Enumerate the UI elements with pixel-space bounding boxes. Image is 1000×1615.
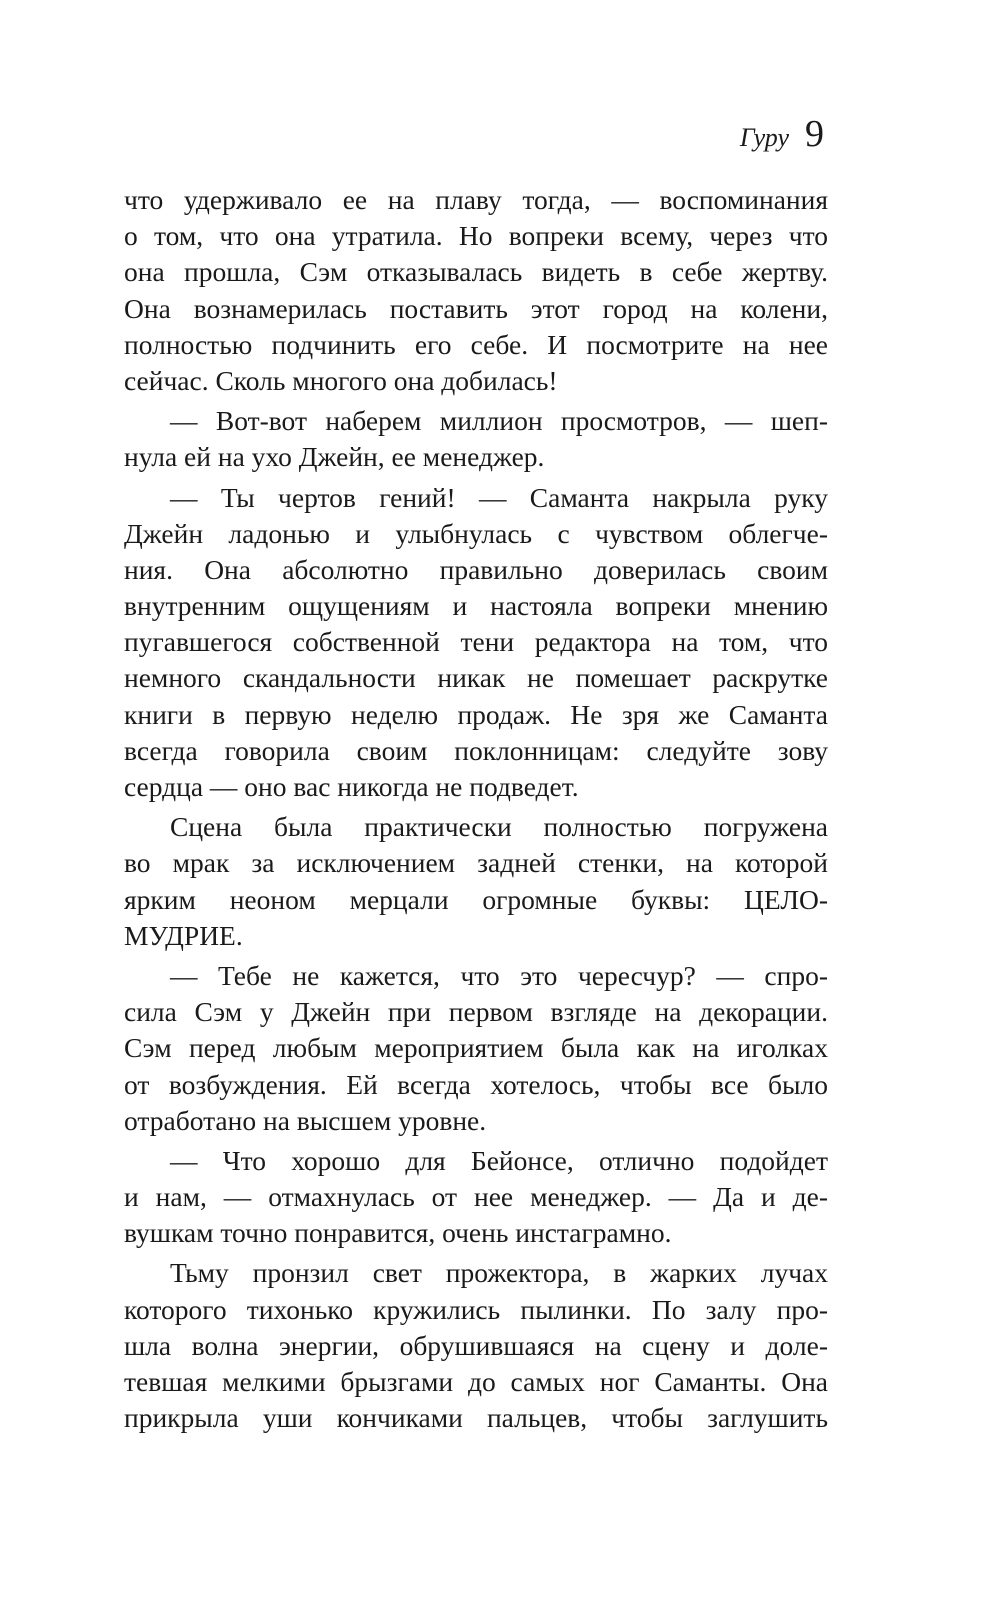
text-line: — Тебе не кажется, что это чересчур? — спро- [170,959,828,991]
paragraph [124,480,828,806]
running-head-title: Гуру [739,123,789,152]
text-line: Джейн ладонью и улыбнулась с чувством облегче- [124,517,828,549]
text-line: нула ей на ухо Джейн, ее менеджер. [124,441,545,473]
text-line: сила Сэм у Джейн при первом взгляде на декорации. [124,996,828,1028]
text-line: Сэм перед любым мероприятием была как на иголках [124,1032,828,1064]
text-line: — Вот-вот наберем миллион просмотров, — шеп- [170,405,828,437]
text-line: шла волна энергии, обрушившаяся на сцену и доле- [124,1329,828,1361]
text-line: — Ты чертов гений! — Саманта накрыла руку [170,481,828,513]
paragraph [124,403,828,475]
text-line: прикрыла уши кончиками пальцев, чтобы заглушить [124,1402,828,1434]
text-line: Она вознамерилась поставить этот город на колени, [124,292,828,324]
paragraph [124,1143,828,1252]
text-line: во мрак за исключением задней стенки, на которой [124,847,828,879]
text-line: всегда говорила своим поклонницам: следуйте зову [124,734,828,766]
text-line: что удерживало ее на плаву тогда, — воспоминания [124,184,828,215]
text-line: вушкам точно понравится, очень инстаграмно. [124,1217,672,1249]
text-line: сейчас. Сколь многого она добилась! [124,364,558,396]
text-line: от возбуждения. Ей всегда хотелось, чтобы все было [124,1068,828,1100]
text-line: ния. Она абсолютно правильно доверилась своим [124,553,828,585]
text-line: Сцена была практически полностью погружена [170,811,828,843]
text-line: немного скандальности никак не помешает раскрутке [124,662,828,694]
text-line: пугавшегося собственной тени редактора на том, что [124,626,828,658]
text-line: ярким неоном мерцали огромные буквы: ЦЕЛО- [124,883,828,915]
text-line: она прошла, Сэм отказывалась видеть в себе жертву. [124,256,828,288]
text-line: Тьму пронзил свет прожектора, в жарких лучах [170,1257,828,1289]
text-line: тевшая мелкими брызгами до самых ног Саманты. Она [124,1366,828,1397]
text-line: о том, что она утратила. Но вопреки всему, через что [124,220,828,252]
text-line: — Что хорошо для Бейонсе, отлично подойдет [170,1144,828,1176]
paragraph [124,809,828,954]
paragraph [124,958,828,1139]
paragraph [124,182,828,399]
text-line: книги в первую неделю продаж. Не зря же Саманта [124,698,828,730]
text-line: отработано на высшем уровне. [124,1104,487,1136]
text-line: сердца — оно вас никогда не подведет. [124,771,579,802]
text-line: которого тихонько кружились пылинки. По залу про- [124,1293,828,1325]
text-line: полностью подчинить его себе. И посмотрите на нее [124,328,828,360]
paragraph [124,1255,828,1436]
running-head [740,112,824,156]
text-line: внутренним ощущениям и настояла вопреки мнению [124,590,828,622]
text-line: и нам, — отмахнулась от нее менеджер. — Да и де- [124,1181,828,1213]
body-text [124,182,828,1436]
page-number: 9 [805,113,824,155]
text-line: МУДРИЕ. [124,919,243,951]
